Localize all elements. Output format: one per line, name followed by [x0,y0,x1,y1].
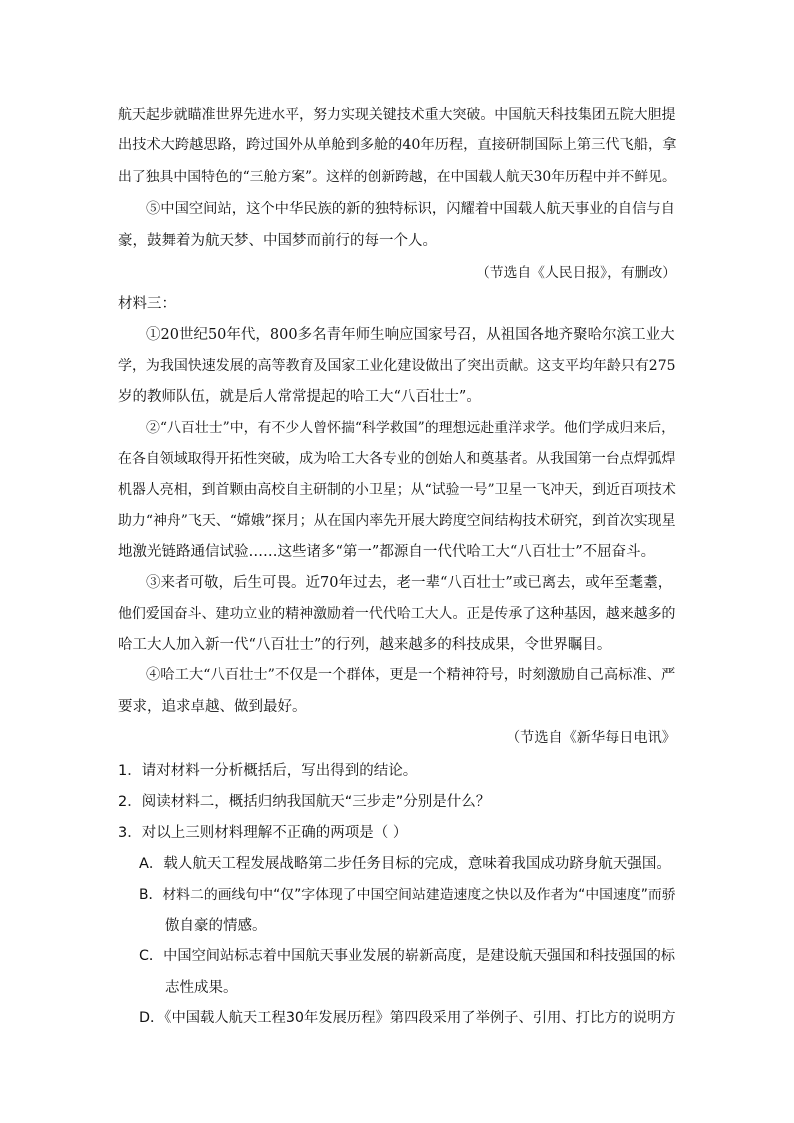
question-2: 2．阅读材料二，概括归纳我国航天“三步走”分别是什么？ [118,794,491,810]
material2-line-1: 航天起步就瞄准世界先进水平，努力实现关键技术重大突破。中国航天科技集团五院大胆提 [118,107,676,123]
option-d-line-1: D．《中国载人航天工程30年发展历程》第四段采用了举例子、引用、打比方的说明方 [139,1010,676,1026]
option-c-line-1: C．中国空间站标志着中国航天事业发展的崭新高度，是建设航天强国和科技强国的标 [139,948,676,964]
material3-p3-line-2: 他们爱国奋斗、建功立业的精神激励着一代代哈工大人。正是传承了这种基因，越来越多的 [118,606,676,622]
material3-p1-line-2: 学，为我国快速发展的高等教育及国家工业化建设做出了突出贡献。这支平均年龄只有275 [118,358,676,374]
material3-p2-line-3: 机器人亮相，到首颗由高校自主研制的小卫星；从“试验一号”卫星一飞冲天，到近百项技术 [118,482,676,498]
material3-p1-line-1: ①20世纪50年代，800多名青年师生响应国家号召，从祖国各地齐聚哈尔滨工业大 [146,327,675,343]
option-b-line-1: B．材料二的画线句中“仅”字体现了中国空间站建造速度之快以及作者为“中国速度”而骄 [139,887,676,903]
option-c-line-2: 志性成果。 [165,980,238,996]
material2-p5-line-1: ⑤中国空间站，这个中华民族的新的独特标识，闪耀着中国载人航天事业的自信与自 [146,201,675,217]
material2-p5-line-2: 豪，鼓舞着为航天梦、中国梦而前行的每一个人。 [118,233,437,249]
material3-p2-line-2: 在各自领域取得开拓性突破，成为哈工大各专业的创始人和奠基者。从我国第一台点焊弧焊 [118,451,676,467]
material3-p4-line-2: 要求，追求卓越、做到最好。 [118,699,307,715]
material3-p1-line-3: 岁的教师队伍，就是后人常常提起的哈工大“八百壮士”。 [118,389,481,405]
option-b-line-2: 傲自豪的情感。 [165,918,267,934]
material3-p2-line-4: 助力“神舟”飞天、“嫦娥”探月；从在国内率先开展大跨度空间结构技术研究，到首次实现星 [118,513,676,529]
material3-p4-line-1: ④哈工大“八百壮士”不仅是一个群体，更是一个精神符号，时刻激励自己高标准、严 [146,667,676,683]
option-a: A．载人航天工程发展战略第二步任务目标的完成，意味着我国成功跻身航天强国。 [139,856,671,872]
material3-source: （节选自《新华每日电讯》 [506,730,676,746]
material2-source: （节选自《人民日报》，有删改） [476,265,677,281]
question-1: 1．请对材料一分析概括后，写出得到的结论。 [118,763,418,779]
material3-p2-line-1: ②“八百壮士”中，有不少人曾怀揣“科学救国”的理想远赴重洋求学。他们学成归来后， [146,420,676,436]
question-3: 3．对以上三则材料理解不正确的两项是（ ） [118,825,408,841]
material2-line-2: 出技术大跨越思路，跨过国外从单舱到多舱的40年历程，直接研制国际上第三代飞船，拿 [118,137,677,153]
material3-heading: 材料三： [118,296,176,312]
material3-p2-line-5: 地激光链路通信试验……这些诸多“第一”都源自一代代哈工大“八百壮士”不屈奋斗。 [118,544,656,560]
material2-line-3: 出了独具中国特色的“三舱方案”。这样的创新跨越，在中国载人航天30年历程中并不鲜见。 [118,169,676,185]
material3-p3-line-1: ③来者可敬，后生可畏。近70年过去，老一辈“八百壮士”或已离去，或年至耄耋， [146,575,673,591]
material3-p3-line-3: 哈工大人加入新一代“八百壮士”的行列，越来越多的科技成果，令世界瞩目。 [118,637,612,653]
